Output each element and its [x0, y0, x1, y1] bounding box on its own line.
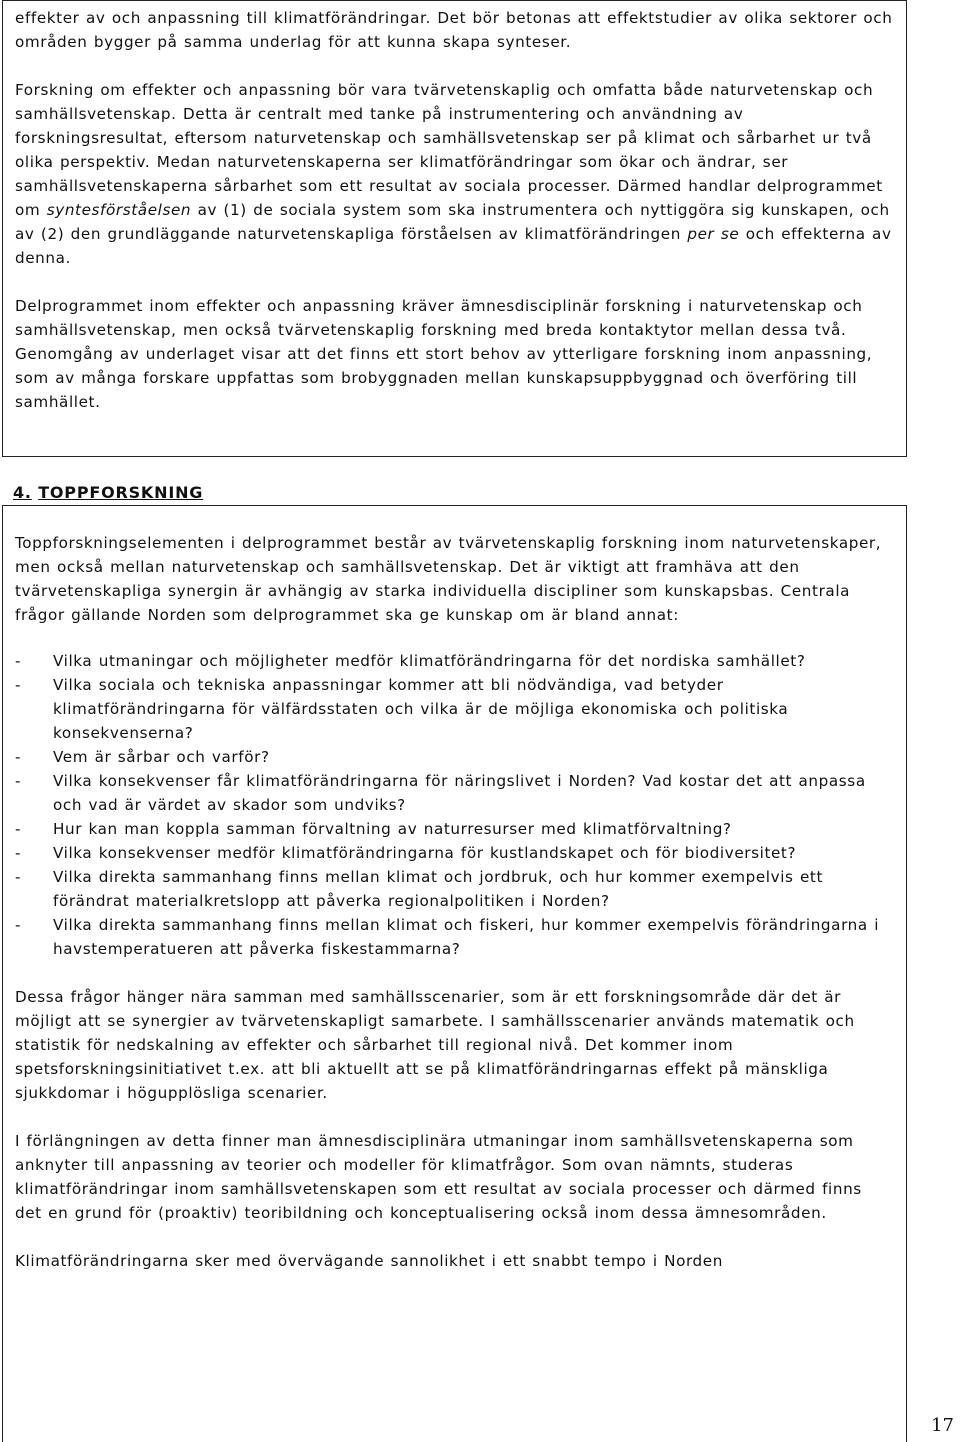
list-item — [15, 913, 894, 961]
section-title: TOPPFORSKNING — [38, 483, 204, 502]
list-item — [15, 841, 894, 865]
emphasis-per-se: per se — [687, 225, 740, 243]
paragraph-society-scenarios: Dessa frågor hänger nära samman med samhällsscenarier, som är ett forskningsområde där det är möjligt att se synergier av tvärvetenskapligt samarbete. I samhällsscenarier används matematik och statistik för nedskalning av effekter och sårbarhet till regional nivå. Det kommer inom spetsforskningsinitiativet t.ex. att bli aktuellt att se på klimatförändringarnas effekt på mänskliga sjukkdomar i högupplösliga scenarier. — [15, 988, 855, 1102]
dash-marker: - — [15, 916, 22, 934]
text-box-upper — [2, 0, 907, 457]
list-item — [15, 649, 894, 673]
list-item-text: Vilka direkta sammanhang finns mellan klimat och jordbruk, och hur kommer exempelvis ett förändrat materialkretslopp att påverka regionalpolitiken i Norden? — [53, 868, 824, 910]
paragraph-top-research: Toppforskningselementen i delprogrammet består av tvärvetenskaplig forskning inom naturvetenskaper, men också mellan naturvetenskap och samhällsvetenskap. Det är viktigt att framhäva att den tvärvetenskapliga synergin är avhängig av starka individuella discipliner som kunskapsbas. Centrala frågor gällande Norden som delprogrammet ska ge kunskap om är bland annat: — [15, 534, 882, 624]
list-item — [15, 745, 894, 769]
paragraph-climate-change-pace: Klimatförändringarna sker med övervägande sannolikhet i ett snabbt tempo i Norden — [15, 1252, 723, 1270]
dash-marker: - — [15, 844, 22, 862]
list-item — [15, 865, 894, 913]
list-item-text: Vilka konsekvenser får klimatförändringarna för näringslivet i Norden? Vad kostar det att anpassa och vad är värdet av skador som undviks? — [53, 772, 866, 814]
list-item-text: Vilka sociala och tekniska anpassningar kommer att bli nödvändiga, vad betyder klimatförändringarna för välfärdsstaten och vilka är de möjliga ekonomiska och politiska konsekvenserna? — [53, 676, 789, 742]
section-heading — [13, 481, 203, 505]
paragraph-interdisciplinary — [15, 78, 894, 270]
list-item-text: Hur kan man koppla samman förvaltning av naturresurser med klimatförvaltning? — [53, 820, 732, 838]
section-number: 4. — [13, 483, 32, 502]
list-item-text: Vilka utmaningar och möjligheter medför klimatförändringarna för det nordiska samhället? — [53, 652, 806, 670]
paragraph-extension: I förlängningen av detta finner man ämnesdisciplinära utmaningar inom samhällsvetenskaperna som anknyter till anpassning av teorier och modeller för klimatfrågor. Som ovan nämnts, studeras klimatförändringar inom samhällsvetenskapen som ett resultat av sociala processer och därmed finns det en grund för (proaktiv) teoribildning och konceptualisering också inom dessa ämnesområden. — [15, 1132, 862, 1222]
question-list — [15, 649, 894, 961]
list-item — [15, 673, 894, 745]
dash-marker: - — [15, 820, 22, 838]
list-item-text: Vilka konsekvenser medför klimatförändringarna för kustlandskapet och för biodiversitet? — [53, 844, 797, 862]
paragraph-part: Forskning om effekter och anpassning bör vara tvärvetenskaplig och omfatta både naturvetenskap och samhällsvetenskap. Detta är centralt med tanke på instrumentering och användning av forskningsresultat, eftersom naturvetenskap och samhällsvetenskap ser på klimat och sårbarhet ur två olika perspektiv. Medan naturvetenskaperna ser klimatförändringar som ökar och ändrar, ser samhällsvetenskaperna sårbarhet som ett resultat av sociala processer. Därmed handlar delprogrammet om — [15, 81, 883, 219]
dash-marker: - — [15, 748, 22, 766]
paragraph-effects-intro: effekter av och anpassning till klimatförändringar. Det bör betonas att effektstudier av olika sektorer och områden bygger på samma underlag för att kunna skapa synteser. — [15, 9, 893, 51]
paragraph-part: och effekterna av denna. — [15, 225, 892, 267]
list-item-text: Vem är sårbar och varför? — [53, 748, 270, 766]
list-item-text: Vilka direkta sammanhang finns mellan klimat och fiskeri, hur kommer exempelvis förändringarna i havstemperatueren att påverka fiskestammarna? — [53, 916, 880, 958]
emphasis-syntesforstaelsen: syntesförståelsen — [46, 201, 192, 219]
paragraph-disciplinary-research: Delprogrammet inom effekter och anpassning kräver ämnesdisciplinär forskning i naturvetenskap och samhällsvetenskap, men också tvärvetenskaplig forskning med breda kontaktytor mellan dessa två. Genomgång av underlaget visar att det finns ett stort behov av ytterligare forskning inom anpassning, som av många forskare uppfattas som brobyggnaden mellan kunskapsuppbyggnad och överföring till samhället. — [15, 297, 873, 411]
list-item — [15, 769, 894, 817]
list-item — [15, 817, 894, 841]
dash-marker: - — [15, 676, 22, 694]
dash-marker: - — [15, 652, 22, 670]
dash-marker: - — [15, 772, 22, 790]
dash-marker: - — [15, 868, 22, 886]
page-number: 17 — [931, 1415, 954, 1436]
paragraph-part: av (1) de sociala system som ska instrumentera och nyttiggöra sig kunskapen, och av (2) den grundläggande naturvetenskapliga förståelsen av klimatförändringen — [15, 201, 890, 243]
text-box-lower — [2, 505, 907, 1442]
